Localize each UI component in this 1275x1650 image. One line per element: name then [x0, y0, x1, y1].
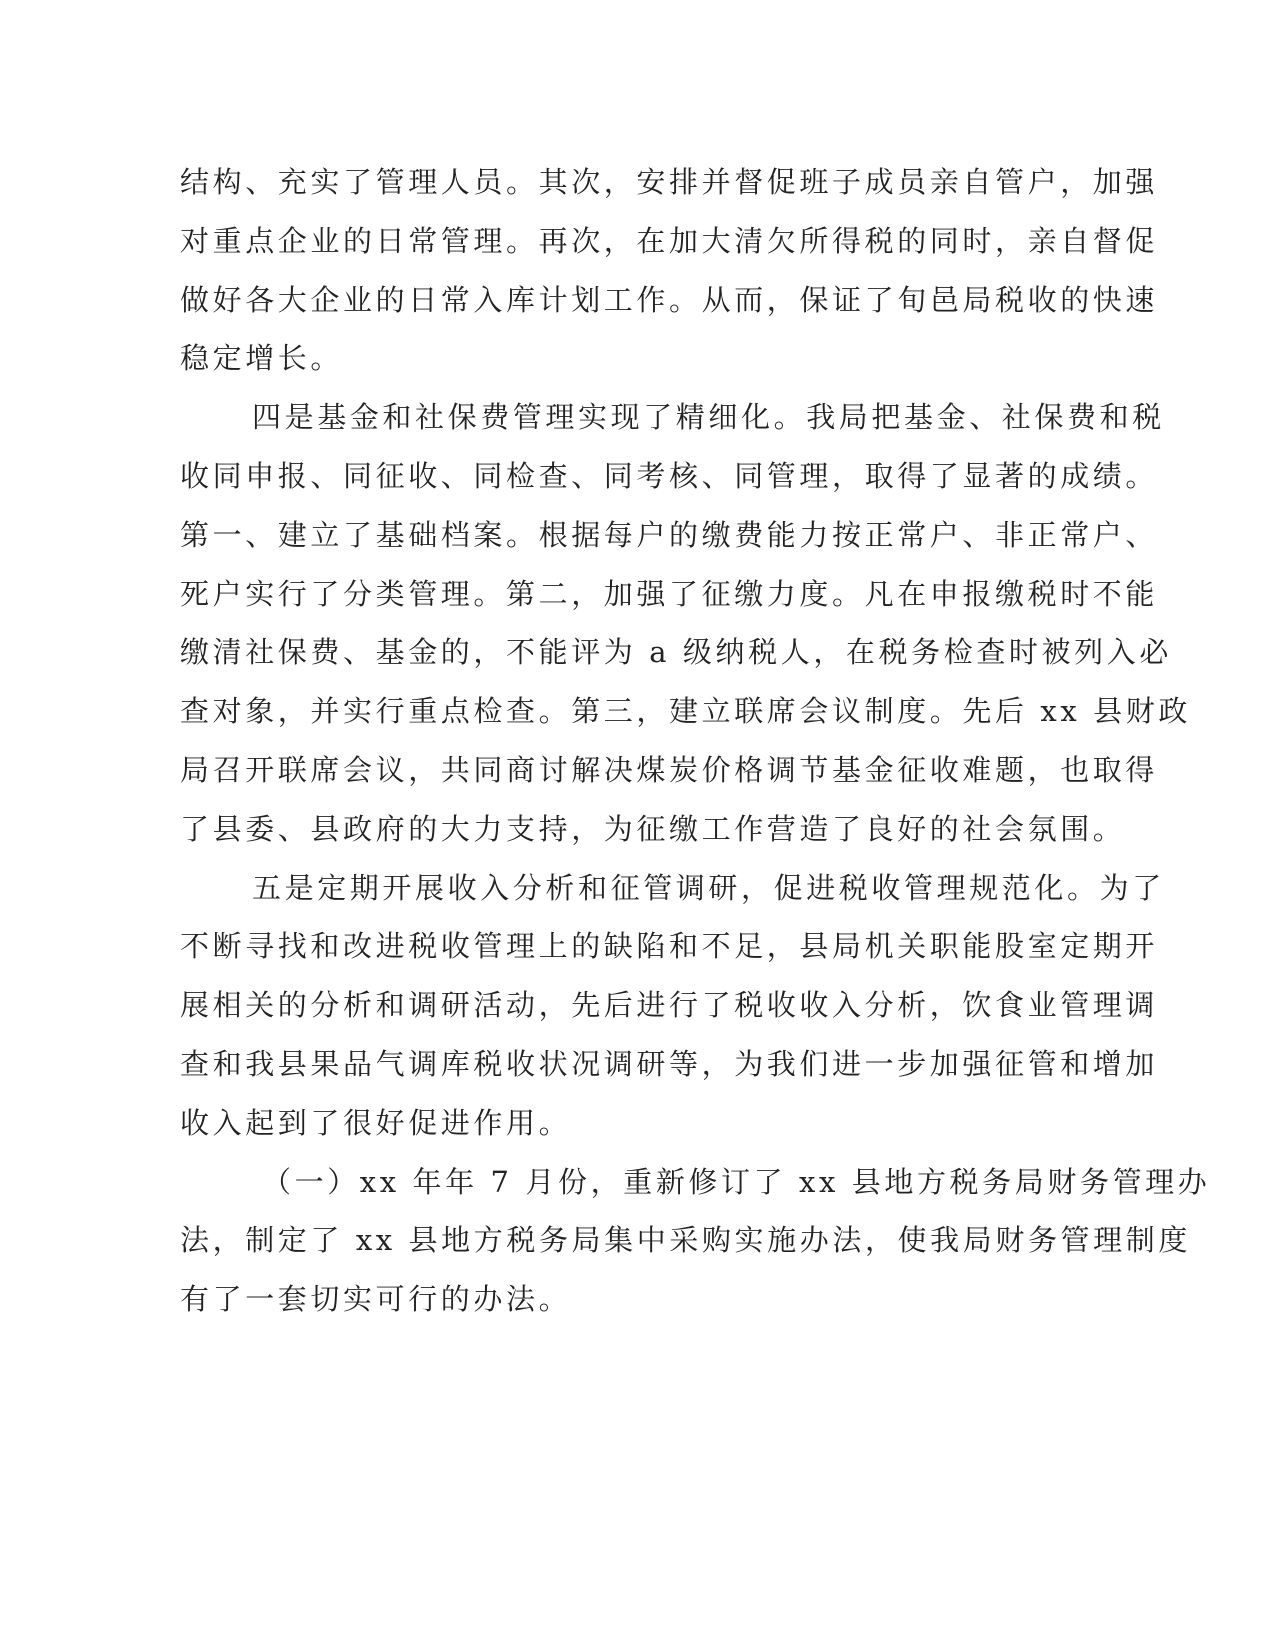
text-line: 局召开联席会议，共同商讨解决煤炭价格调节基金征收难题，也取得	[180, 753, 1159, 787]
text-line: 收同申报、同征收、同检查、同考核、同管理，取得了显著的成绩。	[180, 459, 1159, 493]
text-line: 了县委、县政府的大力支持，为征缴工作营造了良好的社会氛围。	[180, 812, 1126, 846]
text-line: 展相关的分析和调研活动，先后进行了税收收入分析，饮食业管理调	[180, 988, 1159, 1022]
text-line: 死户实行了分类管理。第二，加强了征缴力度。凡在申报缴税时不能	[180, 577, 1159, 611]
paragraph-first-line: （一）xx 年年 7 月份，重新修订了 xx 县地方税务局财务管理办	[262, 1165, 1211, 1199]
text-line: 不断寻找和改进税收管理上的缺陷和不足，县局机关职能股室定期开	[180, 929, 1159, 963]
text-line: 做好各大企业的日常入库计划工作。从而，保证了旬邑局税收的快速	[180, 283, 1159, 317]
text-line: 查对象，并实行重点检查。第三，建立联席会议制度。先后 xx 县财政	[180, 694, 1191, 728]
text-line: 法，制定了 xx 县地方税务局集中采购实施办法，使我局财务管理制度	[180, 1223, 1191, 1257]
text-line: 缴清社保费、基金的，不能评为 a 级纳税人，在税务检查时被列入必	[180, 635, 1172, 669]
text-line: 稳定增长。	[180, 341, 344, 375]
text-line: 第一、建立了基础档案。根据每户的缴费能力按正常户、非正常户、	[180, 518, 1159, 552]
text-line: 查和我县果品气调库税收状况调研等，为我们进一步加强征管和增加	[180, 1047, 1159, 1081]
paragraph-first-line: 四是基金和社保费管理实现了精细化。我局把基金、社保费和税	[252, 400, 1165, 434]
text-line: 有了一套切实可行的办法。	[180, 1282, 572, 1316]
text-line: 收入起到了很好促进作用。	[180, 1106, 572, 1140]
paragraph-first-line: 五是定期开展收入分析和征管调研，促进税收管理规范化。为了	[252, 871, 1165, 905]
text-line: 对重点企业的日常管理。再次，在加大清欠所得税的同时，亲自督促	[180, 224, 1159, 258]
text-line: 结构、充实了管理人员。其次，安排并督促班子成员亲自管户，加强	[180, 165, 1159, 199]
